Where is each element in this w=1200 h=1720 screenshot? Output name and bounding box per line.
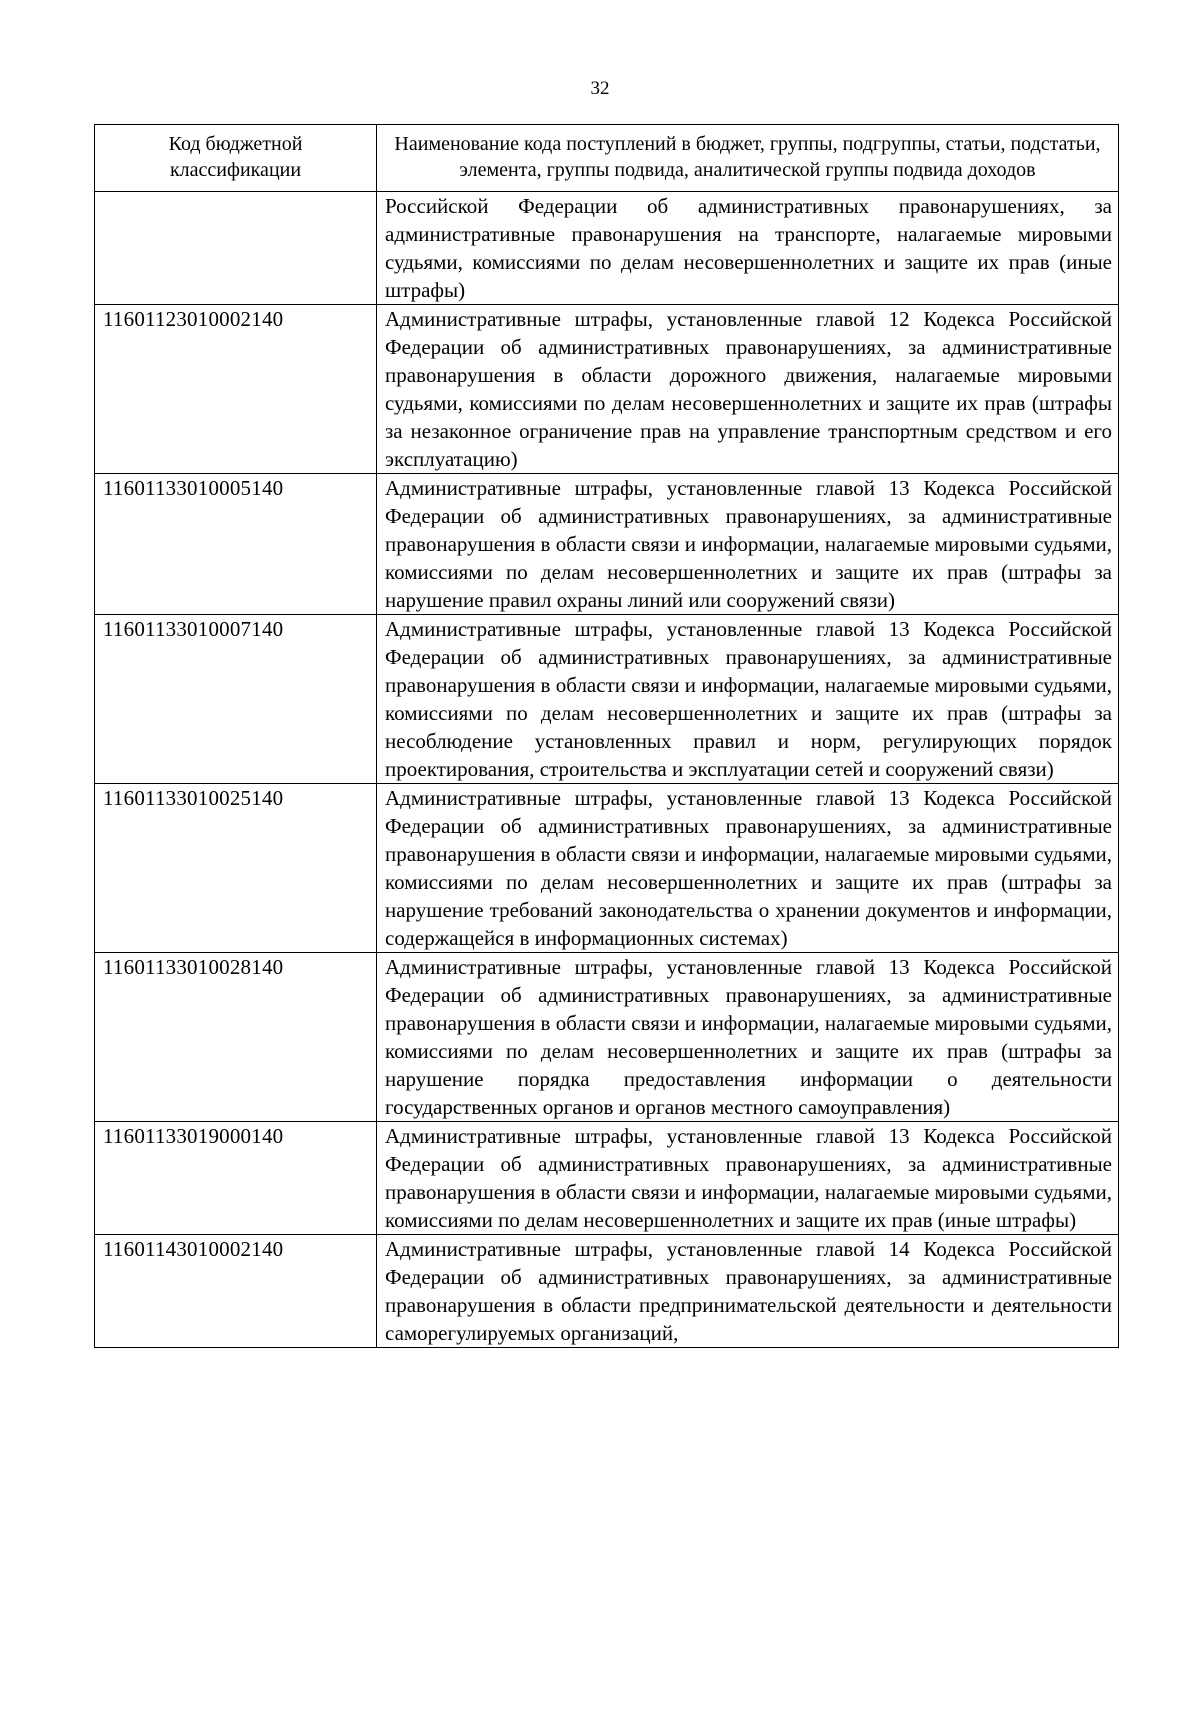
table-row bbox=[95, 305, 1119, 474]
row-code: 11601133010007140 bbox=[95, 615, 377, 784]
row-code: 11601123010002140 bbox=[95, 305, 377, 474]
row-name: Российской Федерации об административных правонарушениях, за административные правонарушения на транспорте, налагаемые мировыми судьями, комиссиями по делам несовершеннолетних и защите их прав (иные штрафы) bbox=[377, 192, 1119, 305]
row-name: Административные штрафы, установленные главой 14 Кодекса Российской Федерации об административных правонарушениях, за административные правонарушения в области предпринимательской деятельности и деятельности саморегулируемых организаций, bbox=[377, 1235, 1119, 1348]
row-name: Административные штрафы, установленные главой 13 Кодекса Российской Федерации об административных правонарушениях, за административные правонарушения в области связи и информации, налагаемые мировыми судьями, комиссиями по делам несовершеннолетних и защите их прав (штрафы за нарушение порядка предоставления информации о деятельности государственных органов и органов местного самоуправления) bbox=[377, 953, 1119, 1122]
budget-classification-table bbox=[94, 124, 1119, 1348]
row-code: 11601133019000140 bbox=[95, 1122, 377, 1235]
table-row bbox=[95, 615, 1119, 784]
row-name: Административные штрафы, установленные главой 13 Кодекса Российской Федерации об административных правонарушениях, за административные правонарушения в области связи и информации, налагаемые мировыми судьями, комиссиями по делам несовершеннолетних и защите их прав (штрафы за нарушение правил охраны линий или сооружений связи) bbox=[377, 474, 1119, 615]
table-header-row bbox=[95, 125, 1119, 192]
table-row bbox=[95, 474, 1119, 615]
row-code: 11601133010025140 bbox=[95, 784, 377, 953]
row-name: Административные штрафы, установленные главой 13 Кодекса Российской Федерации об административных правонарушениях, за административные правонарушения в области связи и информации, налагаемые мировыми судьями, комиссиями по делам несовершеннолетних и защите их прав (иные штрафы) bbox=[377, 1122, 1119, 1235]
header-code: Код бюджетной классификации bbox=[95, 125, 377, 192]
row-code: 11601133010005140 bbox=[95, 474, 377, 615]
table-row bbox=[95, 1235, 1119, 1348]
header-name: Наименование кода поступлений в бюджет, группы, подгруппы, статьи, подстатьи, элемента, группы подвида, аналитической группы подвида доходов bbox=[377, 125, 1119, 192]
row-code: 11601143010002140 bbox=[95, 1235, 377, 1348]
table-row bbox=[95, 1122, 1119, 1235]
row-code: 11601133010028140 bbox=[95, 953, 377, 1122]
row-name: Административные штрафы, установленные главой 13 Кодекса Российской Федерации об административных правонарушениях, за административные правонарушения в области связи и информации, налагаемые мировыми судьями, комиссиями по делам несовершеннолетних и защите их прав (штрафы за нарушение требований законодательства о хранении документов и информации, содержащейся в информационных системах) bbox=[377, 784, 1119, 953]
page-number: 32 bbox=[590, 78, 610, 99]
row-name: Административные штрафы, установленные главой 12 Кодекса Российской Федерации об административных правонарушениях, за административные правонарушения в области дорожного движения, налагаемые мировыми судьями, комиссиями по делам несовершеннолетних и защите их прав (штрафы за незаконное ограничение прав на управление транспортным средством и его эксплуатацию) bbox=[377, 305, 1119, 474]
table-row bbox=[95, 192, 1119, 305]
table-row bbox=[95, 953, 1119, 1122]
table-row bbox=[95, 784, 1119, 953]
row-name: Административные штрафы, установленные главой 13 Кодекса Российской Федерации об административных правонарушениях, за административные правонарушения в области связи и информации, налагаемые мировыми судьями, комиссиями по делам несовершеннолетних и защите их прав (штрафы за несоблюдение установленных правил и норм, регулирующих порядок проектирования, строительства и эксплуатации сетей и сооружений связи) bbox=[377, 615, 1119, 784]
row-code bbox=[95, 192, 377, 305]
